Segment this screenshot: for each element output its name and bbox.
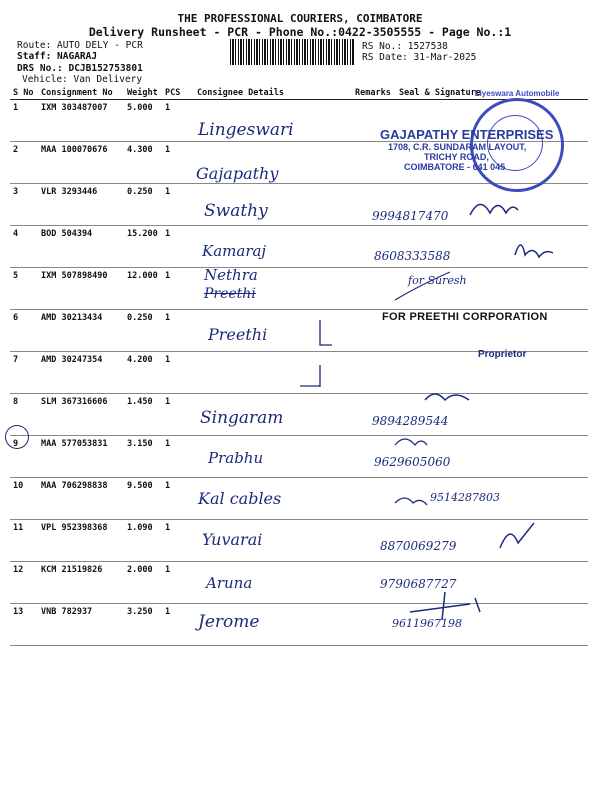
runsheet-title: Delivery Runsheet - PCR - Phone No.:0422-3505555 - Page No.:1 bbox=[88, 25, 512, 39]
pcs-cell: 1 bbox=[162, 394, 194, 436]
signature-row8 bbox=[425, 394, 469, 400]
weight-cell: 1.450 bbox=[124, 394, 162, 436]
pcs-cell: 1 bbox=[162, 604, 194, 646]
signature-row13 bbox=[410, 592, 480, 620]
weight-cell: 12.000 bbox=[124, 268, 162, 310]
handwritten-name: Lingeswari bbox=[198, 120, 294, 140]
vehicle-label: Vehicle: Van Delivery bbox=[22, 74, 143, 85]
rs-date: RS Date: 31-Mar-2025 bbox=[362, 52, 477, 63]
consignment-cell: VNB 782937 bbox=[38, 604, 124, 646]
proprietor-stamp: Proprietor bbox=[478, 349, 527, 360]
sno-cell: 2 bbox=[10, 142, 38, 184]
handwritten-name: Gajapathy bbox=[196, 164, 279, 183]
signature-row9 bbox=[395, 439, 427, 445]
weight-cell: 15.200 bbox=[124, 226, 162, 268]
sno-cell: 5 bbox=[10, 268, 38, 310]
pcs-cell: 1 bbox=[162, 520, 194, 562]
handwritten-phone: 9514287803 bbox=[430, 491, 500, 504]
handwritten-name: Yuvarai bbox=[202, 530, 263, 549]
weight-cell: 5.000 bbox=[124, 100, 162, 142]
sno-cell: 8 bbox=[10, 394, 38, 436]
handwritten-name: Prabhu bbox=[208, 449, 264, 467]
handwritten-name: Jerome bbox=[198, 612, 260, 632]
col-remarks: Remarks bbox=[352, 87, 396, 100]
signature-row3 bbox=[470, 204, 518, 215]
handwritten-phone: 8870069279 bbox=[380, 539, 457, 553]
sno-cell: 9 bbox=[10, 436, 38, 478]
pcs-cell: 1 bbox=[162, 310, 194, 352]
signature-row11 bbox=[500, 523, 534, 548]
rs-number: RS No.: 1527538 bbox=[362, 41, 448, 52]
pcs-cell: 1 bbox=[162, 142, 194, 184]
consignment-cell: SLM 367316606 bbox=[38, 394, 124, 436]
signature-row4 bbox=[515, 245, 553, 257]
weight-cell: 3.250 bbox=[124, 604, 162, 646]
pcs-cell: 1 bbox=[162, 562, 194, 604]
weight-cell: 2.000 bbox=[124, 562, 162, 604]
col-weight: Weight bbox=[124, 87, 162, 100]
pcs-cell: 1 bbox=[162, 478, 194, 520]
consignment-cell: MAA 100070676 bbox=[38, 142, 124, 184]
sno-cell: 13 bbox=[10, 604, 38, 646]
handwritten-note: for Suresh bbox=[408, 274, 467, 287]
handwritten-phone: 9611967198 bbox=[392, 617, 462, 630]
pcs-cell: 1 bbox=[162, 226, 194, 268]
handwritten-name: Kamaraj bbox=[202, 242, 267, 260]
col-consignment: Consignment No bbox=[38, 87, 124, 100]
consignment-cell: VPL 952398368 bbox=[38, 520, 124, 562]
gajapathy-stamp: GAJAPATHY ENTERPRISES 1708, C.R. SUNDARAM LAYOUT, TRICHY ROAD, COIMBATORE - 641 045 bbox=[380, 127, 554, 172]
consignment-cell: VLR 3293446 bbox=[38, 184, 124, 226]
consignment-cell: BOD 504394 bbox=[38, 226, 124, 268]
company-seal: Liyeswara Automobile bbox=[470, 98, 564, 192]
col-seal: Seal & Signature bbox=[396, 87, 588, 100]
consignment-cell: IXM 507898490 bbox=[38, 268, 124, 310]
route-label: Route: AUTO DELY - PCR bbox=[17, 40, 143, 51]
weight-cell: 4.200 bbox=[124, 352, 162, 394]
consignment-cell: KCM 21519826 bbox=[38, 562, 124, 604]
weight-cell: 1.090 bbox=[124, 520, 162, 562]
consignment-cell: AMD 30247354 bbox=[38, 352, 124, 394]
pcs-cell: 1 bbox=[162, 352, 194, 394]
consignment-cell: MAA 577053831 bbox=[38, 436, 124, 478]
company-title: THE PROFESSIONAL COURIERS, COIMBATORE bbox=[177, 12, 423, 25]
handwritten-phone: 9894289544 bbox=[372, 414, 449, 428]
sno-cell: 12 bbox=[10, 562, 38, 604]
sno-cell: 1 bbox=[10, 100, 38, 142]
col-pcs: PCS bbox=[162, 87, 194, 100]
pcs-cell: 1 bbox=[162, 268, 194, 310]
handwritten-name: Nethra bbox=[204, 266, 258, 284]
handwritten-phone: 9629605060 bbox=[374, 455, 451, 469]
handwritten-name: Preethi bbox=[208, 325, 268, 344]
staff-label: Staff: NAGARAJ bbox=[17, 51, 98, 62]
weight-cell: 4.300 bbox=[124, 142, 162, 184]
sno-cell: 3 bbox=[10, 184, 38, 226]
preethi-corporation-stamp: FOR PREETHI CORPORATION bbox=[382, 311, 548, 323]
bracket-mark bbox=[300, 320, 332, 387]
sno-cell: 11 bbox=[10, 520, 38, 562]
weight-cell: 3.150 bbox=[124, 436, 162, 478]
consignment-cell: IXM 303487007 bbox=[38, 100, 124, 142]
handwritten-name: Swathy bbox=[204, 201, 268, 221]
sno-cell: 6 bbox=[10, 310, 38, 352]
signature-row5 bbox=[395, 272, 450, 300]
consignment-cell: AMD 30213434 bbox=[38, 310, 124, 352]
handwritten-phone: 8608333588 bbox=[374, 249, 451, 263]
col-consignee: Consignee Details bbox=[194, 87, 352, 100]
handwritten-name: Kal cables bbox=[198, 489, 282, 508]
weight-cell: 0.250 bbox=[124, 310, 162, 352]
weight-cell: 9.500 bbox=[124, 478, 162, 520]
weight-cell: 0.250 bbox=[124, 184, 162, 226]
handwritten-name: Singaram bbox=[200, 408, 284, 428]
pcs-cell: 1 bbox=[162, 436, 194, 478]
handwritten-phone: 9790687727 bbox=[380, 577, 457, 591]
sno-cell: 10 bbox=[10, 478, 38, 520]
col-sno: S No bbox=[10, 87, 38, 100]
pcs-cell: 1 bbox=[162, 184, 194, 226]
sno-cell: 4 bbox=[10, 226, 38, 268]
sno-cell: 7 bbox=[10, 352, 38, 394]
drs-label: DRS No.: DCJB152753801 bbox=[17, 63, 143, 74]
consignment-cell: MAA 706298838 bbox=[38, 478, 124, 520]
signature-row10 bbox=[395, 498, 427, 505]
handwritten-name: Aruna bbox=[206, 574, 253, 592]
handwritten-name: Preethi bbox=[204, 286, 256, 302]
pcs-cell: 1 bbox=[162, 100, 194, 142]
handwritten-phone: 9994817470 bbox=[372, 209, 449, 223]
